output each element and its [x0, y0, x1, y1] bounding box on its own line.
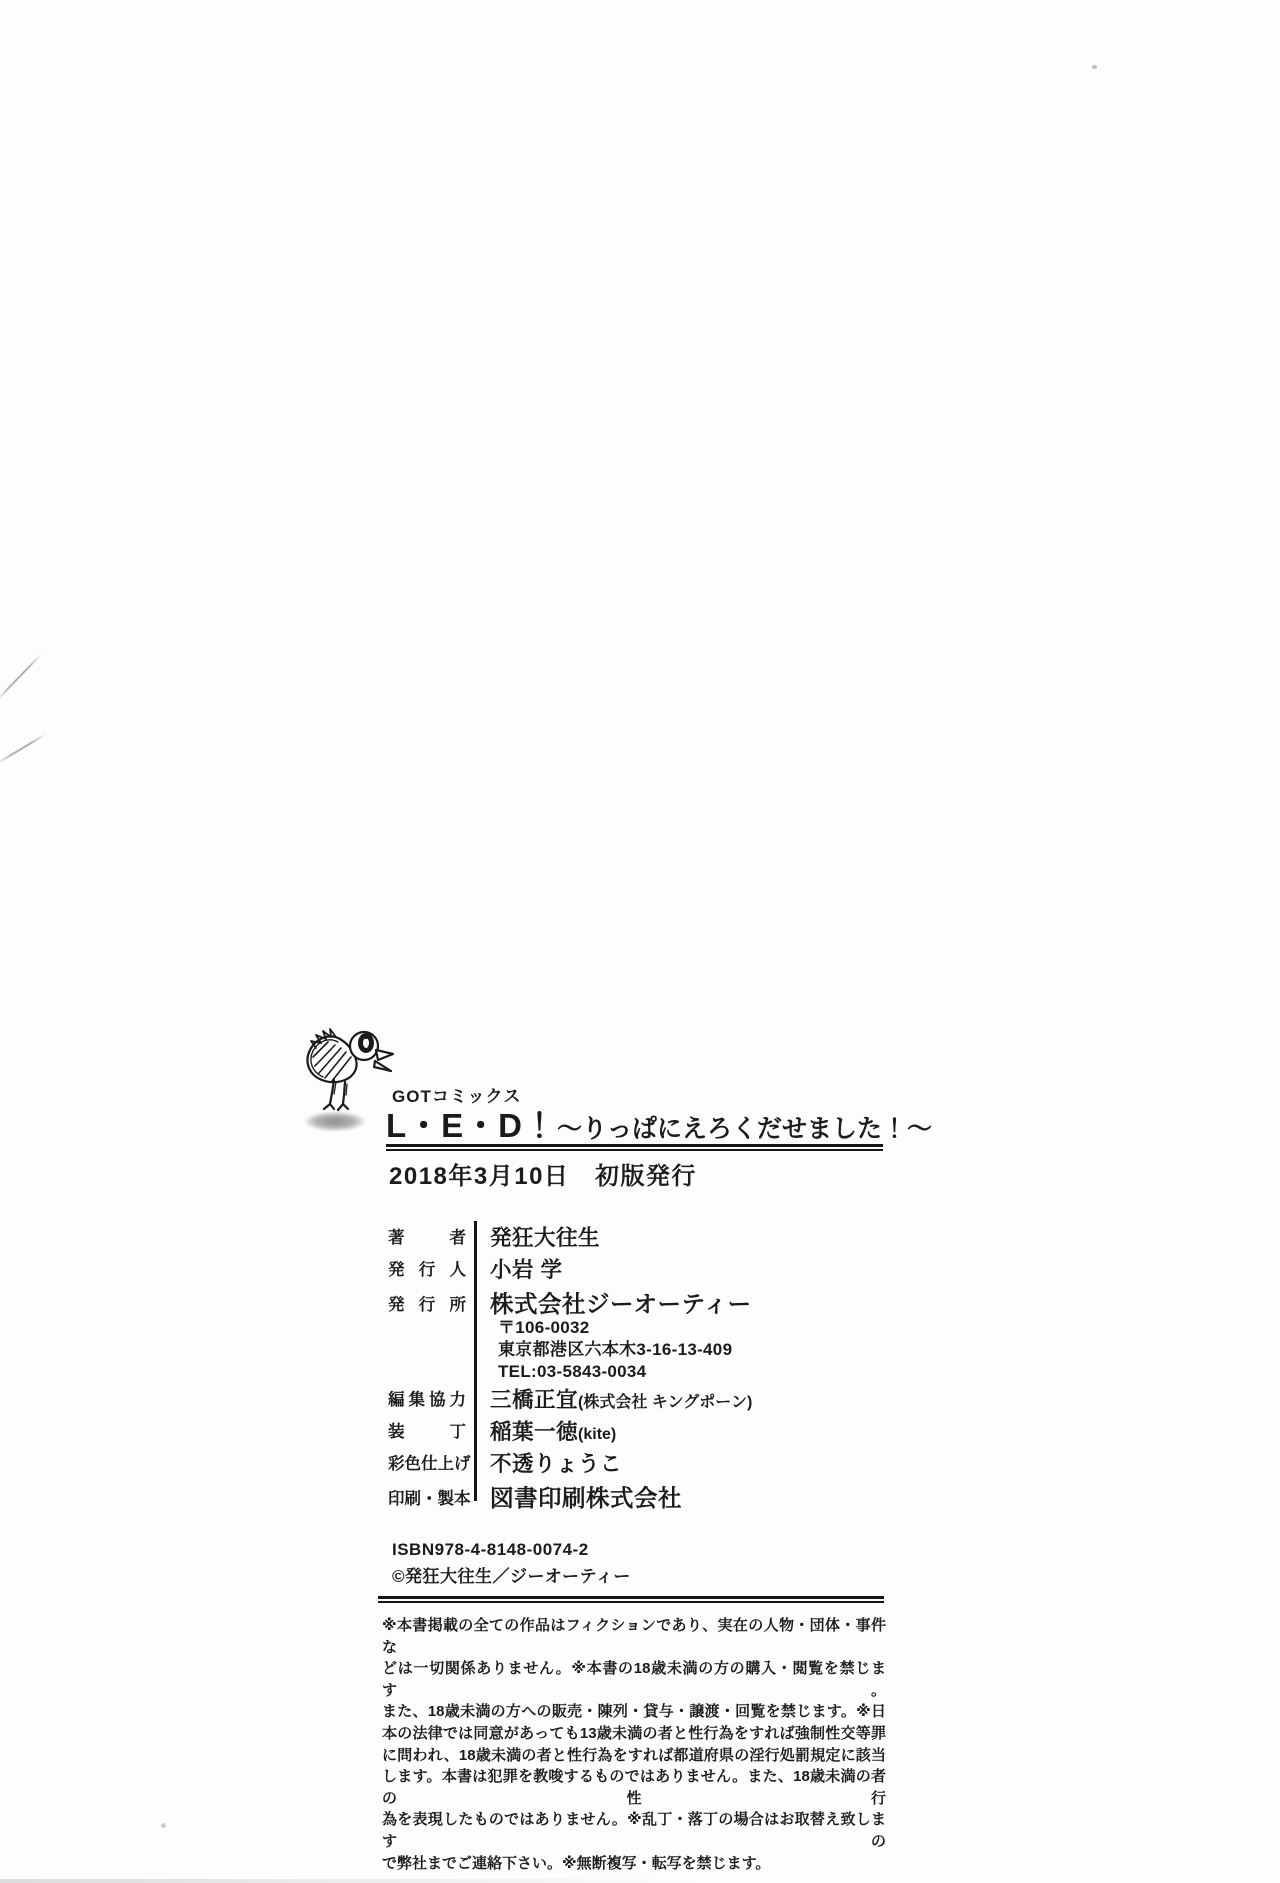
title-underline	[386, 1144, 883, 1151]
scratch-mark	[0, 653, 42, 702]
series-label: GOTコミックス	[392, 1087, 522, 1106]
copyright-text: ©発狂大往生／ジーオーティー	[392, 1567, 631, 1586]
credits-value-suffix: (kite)	[578, 1426, 617, 1443]
disclaimer-line: で弊社までご連絡下さい。※無断複写・転写を禁じます。	[382, 1854, 771, 1872]
disclaimer-line: に問われ、18歳未満の者と性行為をすれば都道府県の淫行処罰規定に該当	[382, 1746, 886, 1764]
disclaimer-line: また、18歳未満の方への販売・陳列・貸与・譲渡・回覧を禁じます。※日	[382, 1703, 886, 1721]
credits-value: 不透りょうこ	[490, 1452, 623, 1476]
credits-row	[388, 1479, 908, 1511]
disclaimer-line: ※本書掲載の全ての作品はフィクションであり、実在の人物・団体・事件な	[382, 1617, 886, 1656]
title-subtitle: 〜りっぱにえろくだせました！〜	[557, 1115, 933, 1143]
credits-value: 三橋正宜	[490, 1388, 579, 1412]
dust-speck	[1092, 65, 1097, 69]
credits-label: 発 行 所	[388, 1296, 466, 1314]
address-line: 東京都港区六本木3-16-13-409	[498, 1340, 733, 1359]
title-main: L・E・D！	[386, 1107, 557, 1144]
scratch-mark	[0, 733, 46, 764]
credits-label: 著 者	[388, 1229, 466, 1247]
disclaimer-block	[382, 1615, 886, 1874]
credits-table	[388, 1221, 908, 1511]
disclaimer-line: 為を表現したものではありません。※乱丁・落丁の場合はお取替え致しますの	[382, 1811, 886, 1850]
ink-smudge	[305, 1112, 365, 1131]
credits-row	[388, 1253, 908, 1285]
book-title	[386, 1100, 932, 1147]
credits-label: 印 刷 ・ 製 本	[388, 1490, 471, 1508]
credits-row	[388, 1285, 908, 1383]
credits-value: 小岩 学	[490, 1258, 563, 1282]
credits-row	[388, 1447, 908, 1479]
credits-row	[388, 1221, 908, 1253]
publisher-address	[498, 1317, 908, 1383]
credits-value-suffix: (株式会社 キングポーン)	[578, 1394, 753, 1411]
credits-label: 編 集 協 力	[388, 1391, 466, 1409]
credits-divider	[474, 1221, 477, 1501]
credits-value: 稲葉一徳	[490, 1420, 579, 1444]
scan-edge-shadow	[0, 1879, 704, 1883]
disclaimer-line: 本の法律では同意があっても13歳未満の者と性行為をすれば強制性交等罪	[382, 1724, 886, 1742]
credits-row	[388, 1415, 908, 1447]
credits-label: 装 丁	[388, 1423, 466, 1441]
address-line: 〒106-0032	[498, 1318, 590, 1337]
credits-value: 発狂大往生	[490, 1226, 601, 1250]
address-line: TEL:03-5843-0034	[498, 1362, 647, 1381]
isbn-text: ISBN978-4-8148-0074-2	[392, 1540, 589, 1559]
disclaimer-line: どは一切関係ありません。※本書の18歳未満の方の購入・閲覧を禁じます。	[382, 1660, 886, 1699]
bird-doodle-icon	[300, 1024, 396, 1114]
credits-row	[388, 1383, 908, 1415]
credits-label: 彩 色 仕 上 げ	[388, 1455, 471, 1473]
credits-label: 発 行 人	[388, 1261, 466, 1279]
credits-value: 図書印刷株式会社	[490, 1485, 682, 1511]
dust-speck	[161, 1823, 166, 1828]
disclaimer-separator	[378, 1596, 884, 1603]
publication-date: 2018年3月10日 初版発行	[389, 1163, 697, 1190]
credits-value: 株式会社ジーオーティー	[490, 1291, 752, 1317]
disclaimer-line: します。本書は犯罪を教唆するものではありません。また、18歳未満の者の性行	[382, 1768, 886, 1807]
